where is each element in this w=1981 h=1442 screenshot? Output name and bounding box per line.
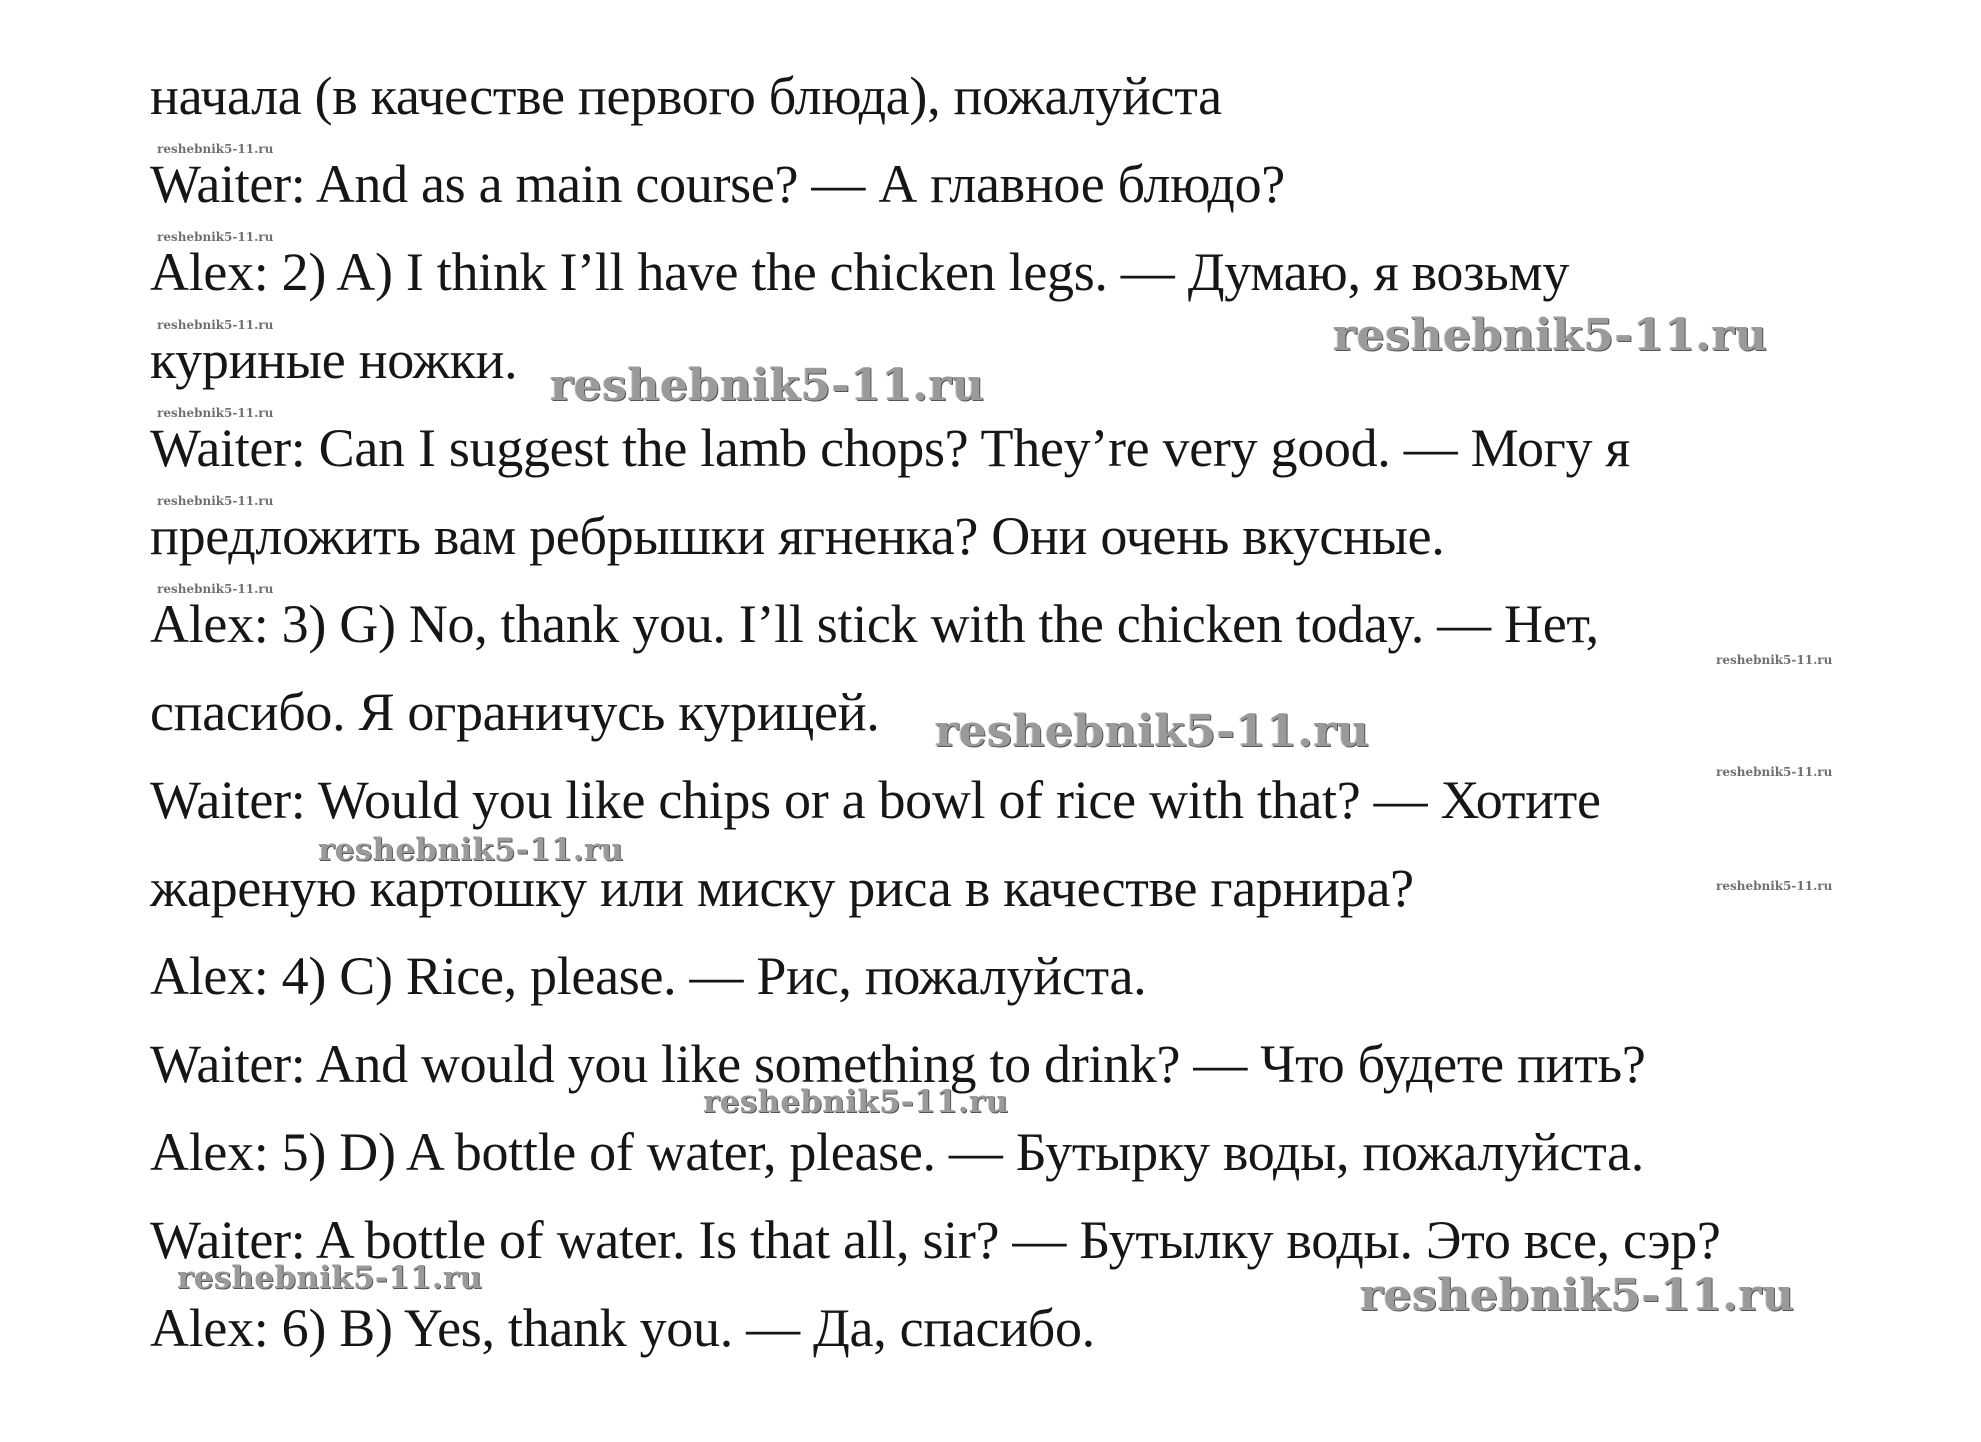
watermark-medium: reshebnik5-11.ru — [703, 1084, 1009, 1120]
watermark-large: reshebnik5-11.ru — [1360, 1270, 1795, 1321]
watermark-large: reshebnik5-11.ru — [550, 360, 985, 411]
text-line-2: Waiter: And as a main course? — А главное блюдо? — [150, 154, 1285, 214]
text-line-5: Waiter: Can I suggest the lamb chops? They’re very good. — Могу я — [150, 418, 1630, 478]
text-line-10: жареную картошку или миску риса в качестве гарнира? — [150, 858, 1414, 918]
text-line-14: Waiter: A bottle of water. Is that all, sir? — Бутылку воды. Это все, сэр? — [150, 1210, 1721, 1270]
watermark-small: reshebnik5-11.ru — [157, 494, 274, 508]
watermark-small: reshebnik5-11.ru — [157, 230, 274, 244]
text-line-4: куриные ножки. — [150, 330, 518, 390]
watermark-small: reshebnik5-11.ru — [1716, 653, 1833, 667]
watermark-large: reshebnik5-11.ru — [1333, 310, 1768, 361]
text-line-12: Waiter: And would you like something to drink? — Что будете пить? — [150, 1034, 1646, 1094]
watermark-medium: reshebnik5-11.ru — [177, 1260, 483, 1296]
watermark-small: reshebnik5-11.ru — [157, 318, 274, 332]
text-line-7: Alex: 3) G) No, thank you. I’ll stick with the chicken today. — Нет, — [150, 594, 1599, 654]
watermark-large: reshebnik5-11.ru — [935, 706, 1370, 757]
text-line-1: начала (в качестве первого блюда), пожалуйста — [150, 66, 1222, 126]
text-line-15: Alex: 6) B) Yes, thank you. — Да, спасибо. — [150, 1298, 1095, 1358]
text-line-3: Alex: 2) A) I think I’ll have the chicken legs. — Думаю, я возьму — [150, 242, 1570, 302]
watermark-small: reshebnik5-11.ru — [157, 142, 274, 156]
watermark-small: reshebnik5-11.ru — [157, 406, 274, 420]
text-line-8: спасибо. Я ограничусь курицей. — [150, 682, 880, 742]
watermark-small: reshebnik5-11.ru — [1716, 879, 1833, 893]
watermark-small: reshebnik5-11.ru — [157, 582, 274, 596]
text-line-11: Alex: 4) C) Rice, please. — Рис, пожалуйста. — [150, 946, 1147, 1006]
text-line-9: Waiter: Would you like chips or a bowl of rice with that? — Хотите — [150, 770, 1601, 830]
watermark-small: reshebnik5-11.ru — [1716, 765, 1833, 779]
text-line-13: Alex: 5) D) A bottle of water, please. — Бутырку воды, пожалуйста. — [150, 1122, 1644, 1182]
text-line-6: предложить вам ребрышки ягненка? Они очень вкусные. — [150, 506, 1445, 566]
watermark-medium: reshebnik5-11.ru — [318, 832, 624, 868]
